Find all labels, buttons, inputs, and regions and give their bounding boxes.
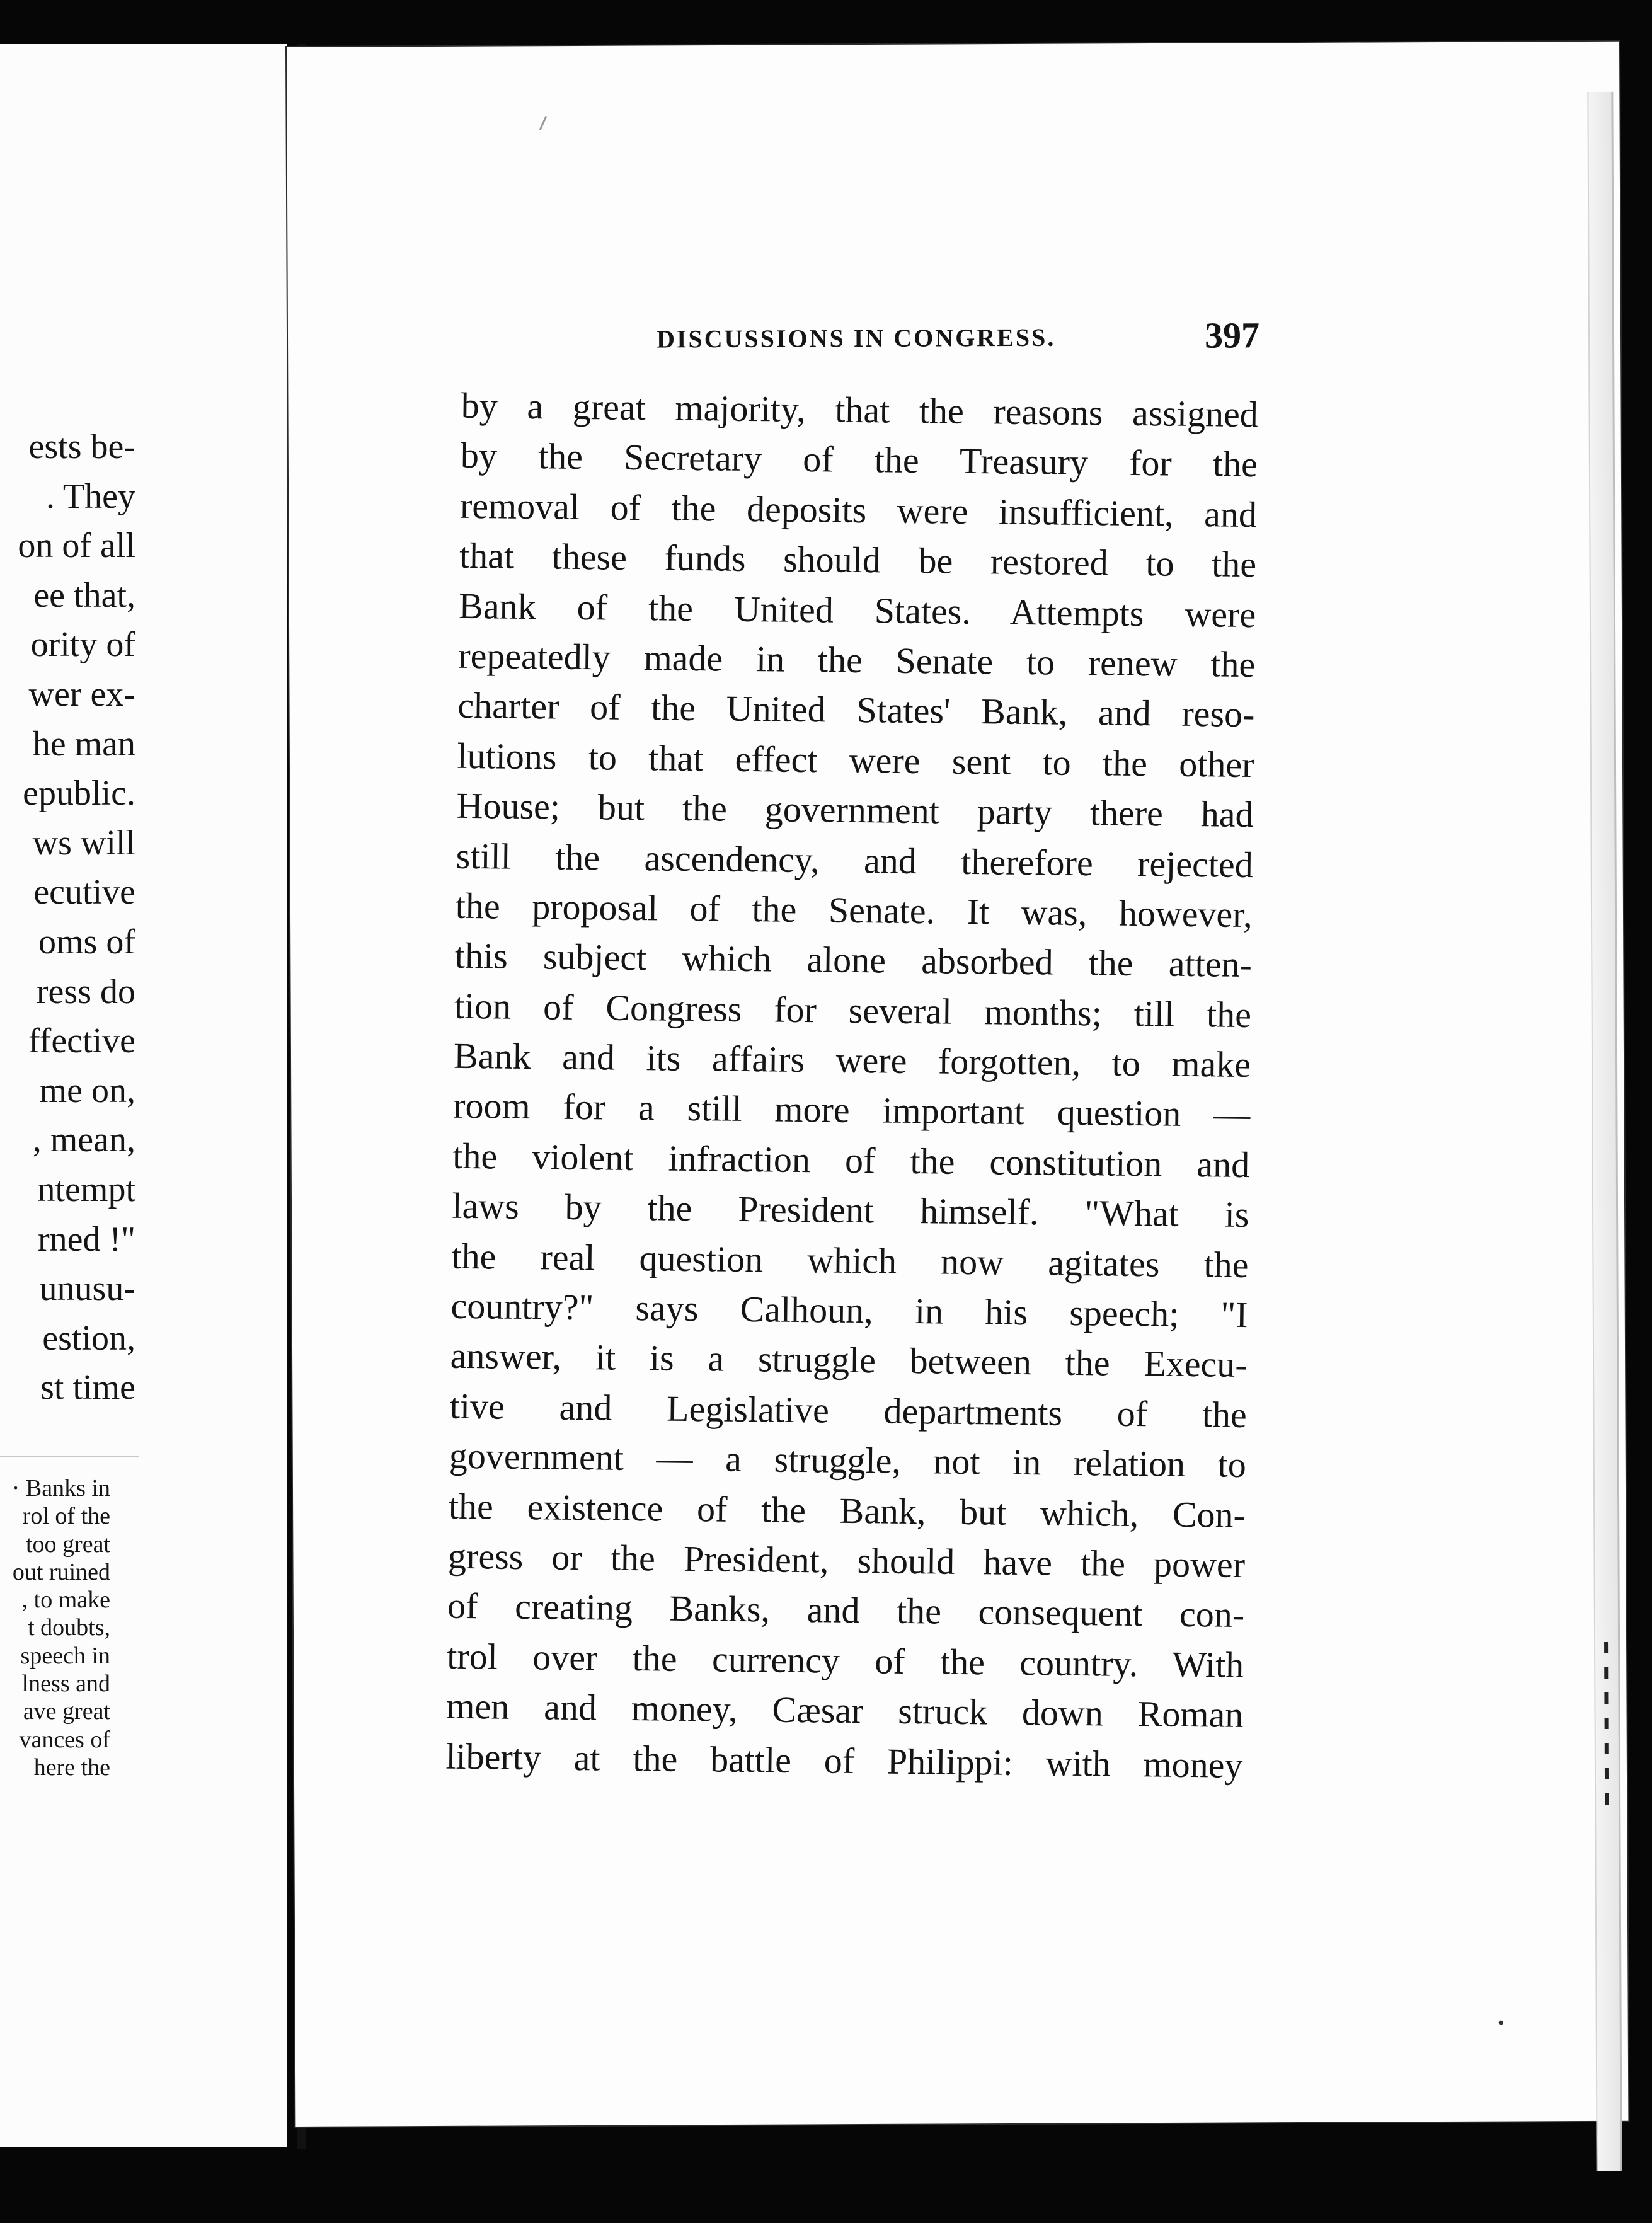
text-line: gress or the President, should have the power <box>447 1535 1246 1586</box>
ink-speck <box>1499 2021 1503 2025</box>
left-text-line: epublic. <box>23 774 135 813</box>
footnote-line: , to make <box>21 1587 110 1614</box>
footnote-line: lness and <box>21 1670 110 1697</box>
left-text-line: wer ex- <box>28 674 135 714</box>
text-line: tive and Legislative departments of the <box>449 1385 1248 1435</box>
footnote-line: · Banks in <box>11 1475 110 1502</box>
left-text-line: oms of <box>38 922 135 962</box>
text-line: this subject which alone absorbed the atten- <box>454 935 1253 985</box>
footnote-line: t doubts, <box>28 1614 110 1641</box>
text-line: men and money, Cæsar struck down Roman <box>446 1685 1244 1736</box>
page-edge <box>1587 92 1622 2171</box>
left-text-line: ests be- <box>28 427 135 466</box>
edge-mark <box>1604 1642 1609 1806</box>
left-page-text <box>18 422 135 1413</box>
text-line: still the ascendency, and therefore rejected <box>456 835 1254 885</box>
main-body-text <box>445 381 1258 1790</box>
text-line: liberty at the battle of Philippi: with money <box>445 1735 1243 1786</box>
text-line: charter of the United States' Bank, and reso- <box>457 685 1255 735</box>
text-line: the existence of the Bank, but which, Con- <box>448 1485 1246 1536</box>
left-text-line: he man <box>32 724 135 764</box>
running-head: DISCUSSIONS IN CONGRESS. <box>656 323 1056 353</box>
left-facing-page <box>0 44 287 2147</box>
left-text-line: ntempt <box>37 1169 135 1209</box>
text-line: government — a struggle, not in relation to <box>449 1435 1247 1486</box>
left-text-line: ee that, <box>33 575 135 615</box>
text-line: by the Secretary of the Treasury for the <box>460 435 1258 485</box>
left-text-line: ws will <box>32 823 135 863</box>
text-line: Bank and its affairs were forgotten, to make <box>453 1035 1251 1086</box>
left-text-line: rned !" <box>37 1219 135 1259</box>
footnote-divider <box>0 1456 139 1457</box>
text-line: the real question which now agitates the <box>451 1235 1249 1285</box>
left-text-line: ress do <box>36 972 135 1011</box>
text-line: repeatedly made in the Senate to renew the <box>457 635 1256 686</box>
text-line: the proposal of the Senate. It was, however, <box>455 885 1253 935</box>
footnote-line: too great <box>25 1531 110 1558</box>
footnote-line: here the <box>33 1754 110 1781</box>
footnote-line: vances of <box>19 1726 110 1753</box>
text-line: Bank of the United States. Attempts were <box>458 585 1256 635</box>
left-text-line: me on, <box>39 1071 135 1110</box>
left-footnote-text <box>12 1474 110 1781</box>
footnote-line: out ruined <box>12 1558 110 1585</box>
text-line: of creating Banks, and the consequent con- <box>447 1585 1245 1636</box>
left-text-line: unusu- <box>39 1269 135 1309</box>
text-line: laws by the President himself. "What is <box>452 1185 1249 1236</box>
left-text-line: ority of <box>30 625 135 665</box>
left-text-line: on of all <box>18 526 135 566</box>
left-text-line: ecutive <box>33 873 135 912</box>
text-line: answer, it is a struggle between the Execu- <box>450 1335 1248 1386</box>
left-text-line: estion, <box>42 1318 135 1358</box>
text-line: that these funds should be restored to the <box>459 534 1257 585</box>
text-line: trol over the currency of the country. With <box>446 1635 1244 1686</box>
left-text-line: ffective <box>28 1021 135 1061</box>
left-text-line: , mean, <box>32 1120 135 1160</box>
footnote-line: speech in <box>20 1642 110 1669</box>
text-line: lutions to that effect were sent to the other <box>457 735 1254 785</box>
text-line: by a great majority, that the reasons assigned <box>461 384 1259 435</box>
footnote-line: ave great <box>23 1698 110 1725</box>
text-line: the violent infraction of the constitution and <box>452 1135 1250 1185</box>
text-line: tion of Congress for several months; till the <box>454 985 1252 1035</box>
footnote-line: rol of the <box>22 1503 110 1530</box>
left-text-line: . They <box>45 476 135 516</box>
text-line: room for a still more important question — <box>452 1085 1251 1135</box>
right-page <box>287 42 1628 2127</box>
left-text-line: st time <box>40 1368 135 1408</box>
text-line: House; but the government party there had <box>456 784 1254 836</box>
scan-mark <box>539 116 548 130</box>
text-line: removal of the deposits were insufficient, and <box>459 485 1258 535</box>
page-number: 397 <box>1204 314 1260 356</box>
text-line: country?" says Calhoun, in his speech; "I <box>450 1285 1248 1336</box>
